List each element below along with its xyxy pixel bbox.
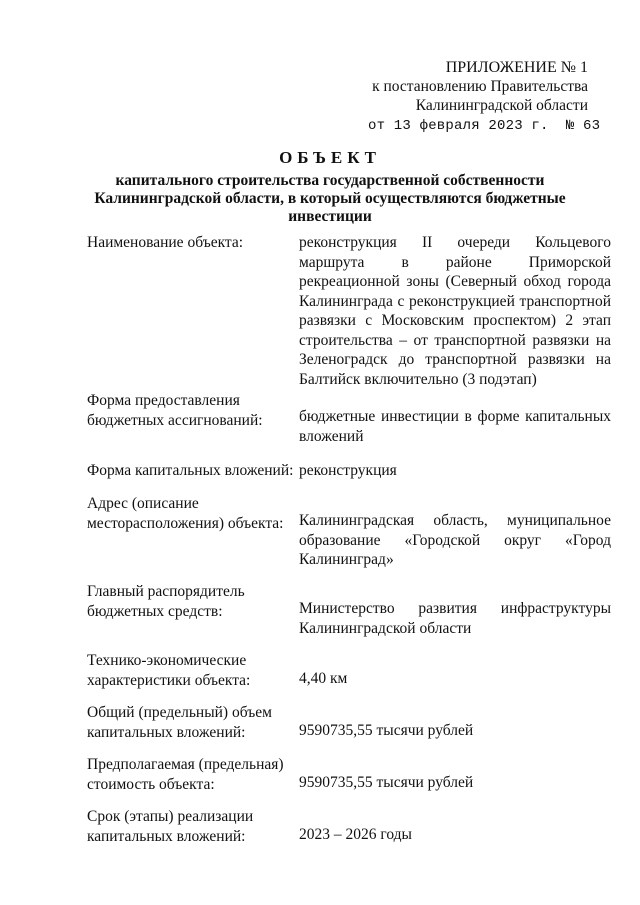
field-label-line-2: месторасположения) объекта: <box>87 514 284 532</box>
field-label <box>87 807 302 846</box>
heading-subtitle-line-3: инвестиции <box>288 208 372 225</box>
field-label <box>87 703 302 742</box>
field-value: реконструкция <box>299 462 397 479</box>
field-label-line-2: капитальных вложений: <box>87 723 246 741</box>
field-value: 9590735,55 тысячи рублей <box>299 774 474 791</box>
field-label <box>87 582 302 621</box>
field-label-line-1: Наименование объекта: <box>87 234 244 251</box>
appendix-line-2: Калининградской области <box>415 97 588 114</box>
appendix-date: от 13 февраля 2023 г. № 63 <box>368 118 601 134</box>
field-label-line-1: Адрес (описание <box>87 495 199 512</box>
field-label-line-2: стоимость объекта: <box>87 775 215 793</box>
field-label-line-2: характеристики объекта: <box>87 671 251 689</box>
heading-subtitle-line-1: капитального строительства государственной собственности <box>115 172 545 189</box>
field-label-line-1: Форма предоставления <box>87 392 240 409</box>
field-label-line-1: Главный распорядитель <box>87 583 245 600</box>
field-label-line-1: Технико-экономические <box>87 652 247 669</box>
heading-title: ОБЪЕКТ <box>279 148 381 167</box>
field-label <box>87 391 302 430</box>
field-label <box>87 755 302 794</box>
field-value: 9590735,55 тысячи рублей <box>299 722 474 739</box>
field-value: бюджетные инвестиции в форме капитальных вложений <box>299 408 611 445</box>
appendix-block <box>368 58 601 136</box>
field-label-line-1: Форма капитальных вложений: <box>87 462 294 479</box>
field-value: 2023 – 2026 годы <box>299 826 412 843</box>
field-label <box>87 233 302 253</box>
field-value: Калининградская область, муниципальное образование «Городской округ «Город Калининград» <box>299 512 611 568</box>
field-label-line-2: бюджетных средств: <box>87 602 223 620</box>
field-value: реконструкция II очереди Кольцевого маршрута в районе Приморской рекреационной зоны (Северный обход города Калининграда с реконструкцией транспортной развязки с Московским проспектом) 2 этап строительства – от транспортной развязки на Зеленоградск до транспортной развязки на Балтийск включительно (3 подэтап) <box>299 234 611 388</box>
field-label-line-1: Срок (этапы) реализации <box>87 808 254 825</box>
field-label-line-1: Предполагаемая (предельная) <box>87 756 284 773</box>
document-heading <box>60 148 600 226</box>
field-label <box>87 494 302 533</box>
appendix-line-1: к постановлению Правительства <box>372 78 588 95</box>
heading-subtitle-line-2: Калининградской области, в который осуществляются бюджетные <box>94 190 566 207</box>
field-label-line-1: Общий (предельный) объем <box>87 704 272 721</box>
field-label-line-2: капитальных вложений: <box>87 827 246 845</box>
field-value: Министерство развития инфраструктуры Калининградской области <box>299 600 611 637</box>
field-label-line-2: бюджетных ассигнований: <box>87 411 263 429</box>
field-value: 4,40 км <box>299 670 348 687</box>
field-label <box>87 461 302 481</box>
field-label <box>87 651 302 690</box>
appendix-title: ПРИЛОЖЕНИЕ № 1 <box>445 59 588 76</box>
